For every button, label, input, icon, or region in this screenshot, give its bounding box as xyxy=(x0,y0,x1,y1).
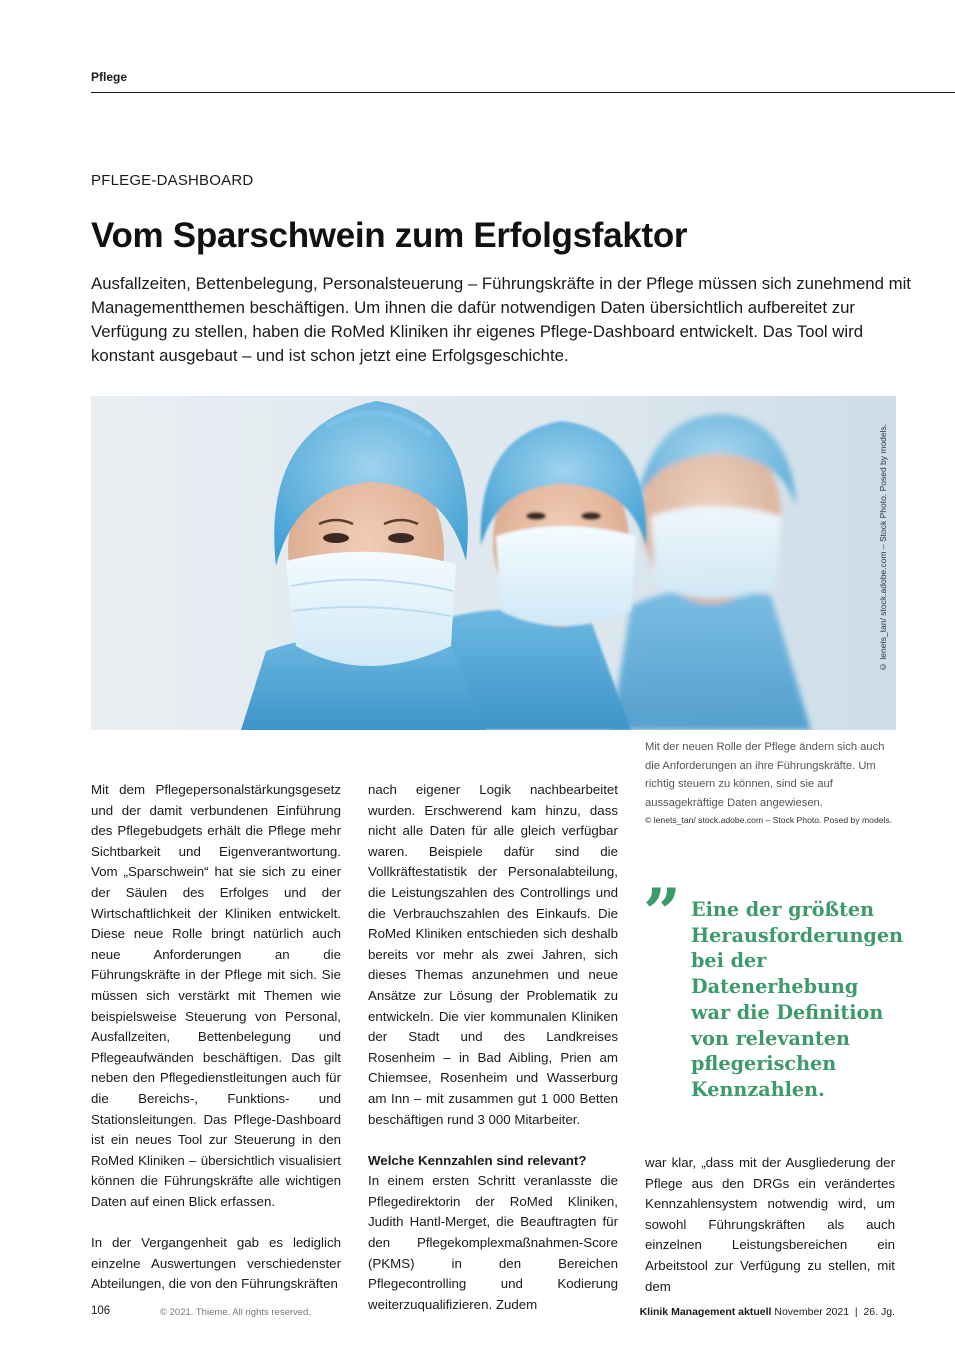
article-title: Vom Sparschwein zum Erfolgsfaktor xyxy=(91,216,688,255)
body-column-3 xyxy=(645,1153,895,1297)
footer-copyright: © 2021. Thieme. All rights reserved. xyxy=(160,1307,311,1318)
body-paragraph: nach eigener Logik nachbearbeitet wurden. Erschwerend kam hinzu, dass nicht alle Daten für alle gleich verfügbar waren. Beispiele dafür sind die Vollkräftestatistik der Personalabteilung, die Leistungszahlen des Controllings und die Verbrauchszahlen des Einkaufs. Die RoMed Kliniken entschieden sich deshalb bereits vor mehr als zwei Jahren, sich dieses Themas anzunehmen und neue Ansätze zur Lösung der Problematik zu entwickeln. Die vier kommunalen Kliniken der Stadt und des Landkreises Rosenheim – in Bad Aibling, Prien am Chiemsee, Rosenheim und Wasserburg am Inn – mit zusammen gut 1 000 Betten beschäftigen rund 3 000 Mitarbeiter. xyxy=(368,782,618,1127)
issue-info: November 2021 | 26. Jg. xyxy=(774,1306,895,1318)
body-paragraph: war klar, „dass mit der Ausgliederung der Pflege aus den DRGs ein verändertes Kennzahlensystem notwendig wird, um sowohl Führungskräften als auch einzelnen Leistungsbereichen ein Arbeitstool zur Verfügung zu stellen, mit dem xyxy=(645,1155,895,1294)
article-kicker: PFLEGE-DASHBOARD xyxy=(91,172,254,189)
photo-caption: Mit der neuen Rolle der Pflege ändern sich auch die Anforderungen an ihre Führungskräfte. Um richtig steuern zu können, sind sie auf aussagekräftige Daten angewiesen. xyxy=(645,741,885,809)
body-column-1 xyxy=(91,780,341,1295)
quote-mark-icon: ” xyxy=(643,874,681,952)
section-subheading: Welche Kennzahlen sind relevant? xyxy=(368,1152,587,1168)
page-number: 106 xyxy=(91,1305,111,1317)
pull-quote: Eine der größten Herausforderungen bei der Datenerhebung war die Definition von relevanten pflegerischen Kennzahlen. xyxy=(691,898,903,1101)
body-paragraph: In der Vergangenheit gab es lediglich einzelne Auswertungen verschiedenster Abteilungen, die von den Führungskräften xyxy=(91,1235,341,1292)
photo-caption-credit: © lenets_tan/ stock.adobe.com – Stock Photo. Posed by models. xyxy=(645,815,893,825)
article-lead: Ausfallzeiten, Bettenbelegung, Personalsteuerung – Führungskräfte in der Pflege müssen sich zunehmend mit Managementthemen beschäftigen. Um ihnen die dafür notwendigen Daten übersichtlich aufbereitet zur Verfügung zu stellen, haben die RoMed Kliniken ihr eigenes Pflege-Dashboard entwickelt. Das Tool wird konstant ausgebaut – und ist schon jetzt eine Erfolgsgeschichte. xyxy=(91,274,911,365)
body-paragraph: In einem ersten Schritt veranlasste die Pflegedirektorin der RoMed Kliniken, Judith Hantl-Merget, die Beauftragten für den Pflegekomplexmaßnahmen-Score (PKMS) in den Bereichen Pflegecontrolling und Kodierung weiterzuqualifizieren. Zudem xyxy=(368,1173,618,1312)
photo-credit-vertical: © lenets_tan/ stock.adobe.com – Stock Photo. Posed by models. xyxy=(878,423,888,672)
header-rule xyxy=(91,92,955,93)
body-column-2 xyxy=(368,780,618,1315)
footer-journal-info xyxy=(640,1306,895,1318)
article-photo xyxy=(91,396,896,730)
journal-name: Klinik Management aktuell xyxy=(639,1306,772,1318)
body-paragraph: Mit dem Pflegepersonalstärkungsgesetz und der damit verbundenen Einführung des Pflegebudgets erhält die Pflege mehr Sichtbarkeit und Eigenverantwortung. Vom „Sparschwein“ hat sie sich zu einer der Säulen des Erfolges und der Wirtschaftlichkeit der Kliniken entwickelt. Diese neue Rolle bringt natürlich auch neue Anforderungen an die Führungskräfte in der Pflege mit sich. Sie müssen sich verstärkt mit Themen wie beispielsweise Steuerung von Personal, Ausfallzeiten, Bettenbelegung und Pflegeaufwänden beschäftigen. Das gilt neben den Pflegedienstleitungen auch für die Bereichs-, Funktions- und Stationsleitungen. Das Pflege-Dashboard ist ein neues Tool zur Steuerung in den RoMed Kliniken – übersichtlich visualisiert können die Führungskräfte alle wichtigen Daten auf einen Blick erfassen. xyxy=(91,782,341,1209)
nurses-photo-illustration xyxy=(91,396,896,730)
section-label: Pflege xyxy=(91,70,128,84)
